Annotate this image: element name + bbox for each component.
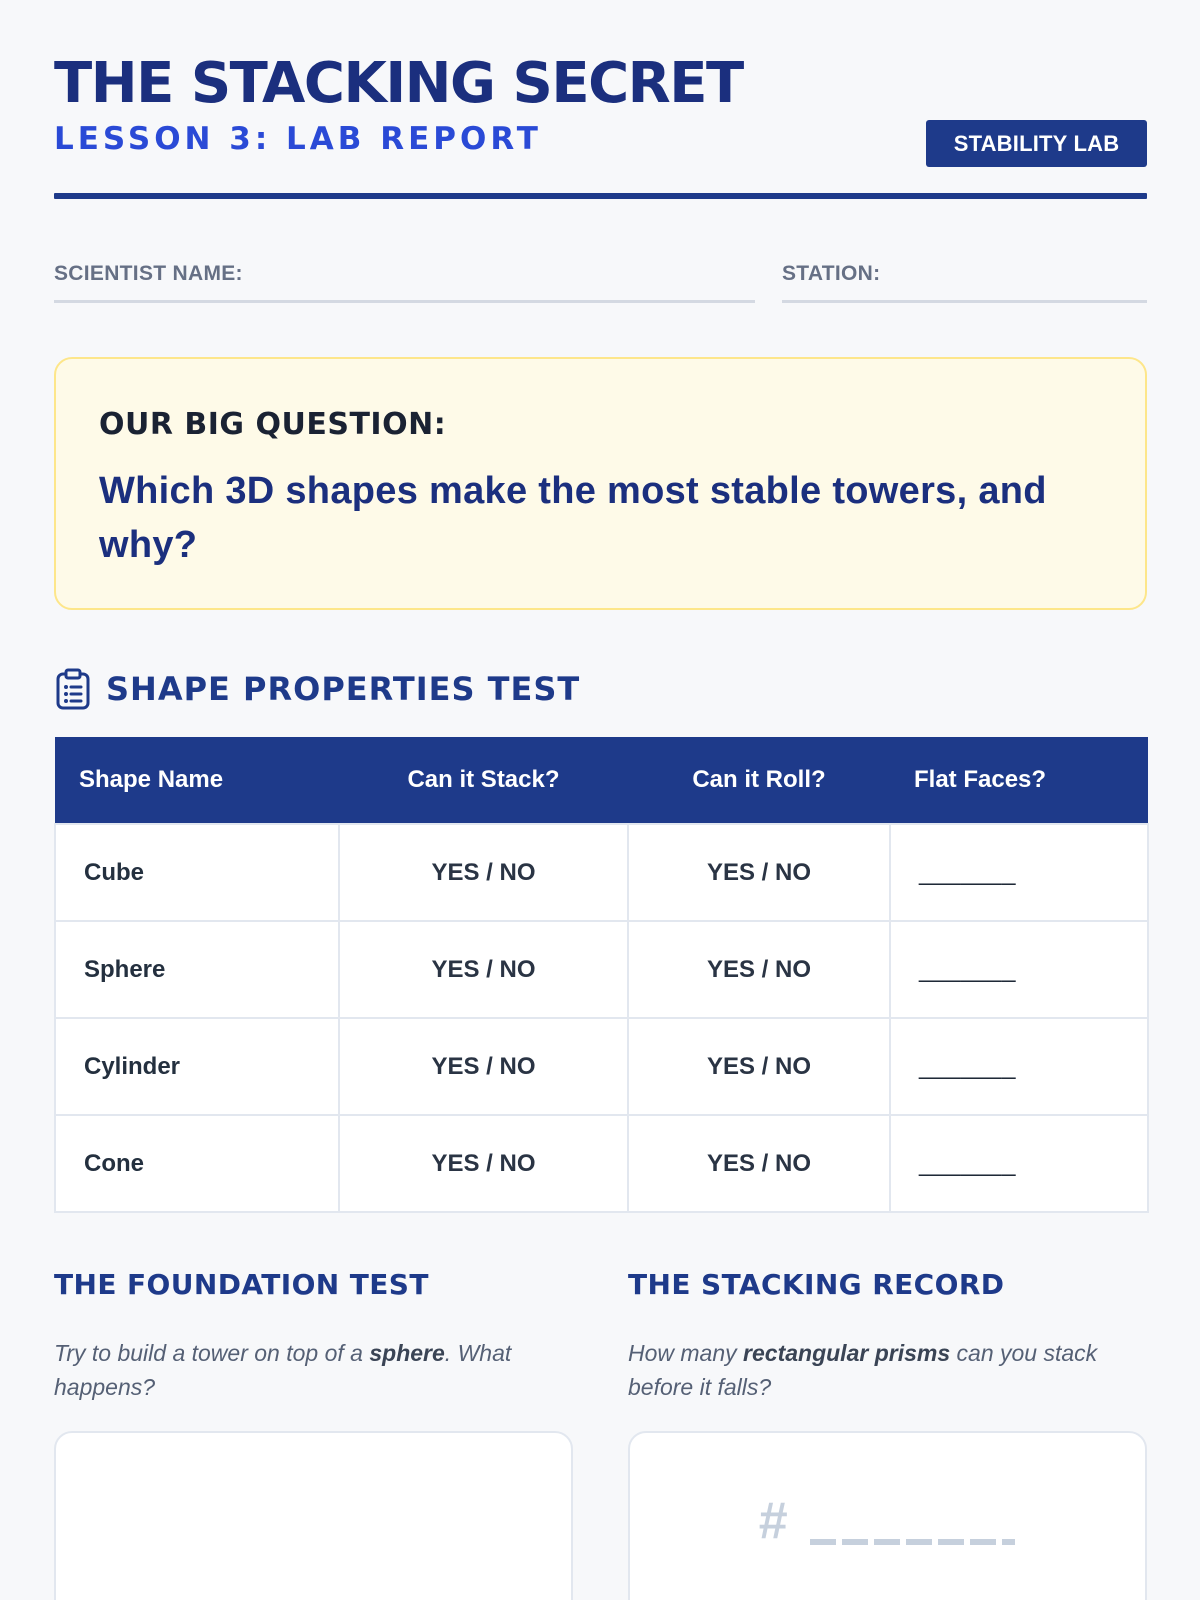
shape-properties-table xyxy=(54,737,1149,1213)
scientist-name-field[interactable] xyxy=(54,300,755,303)
table-row xyxy=(55,1018,1148,1115)
table-row xyxy=(55,921,1148,1018)
hash-icon: # xyxy=(758,1492,787,1550)
column-header-can-roll: Can it Roll? xyxy=(628,737,890,824)
table-row xyxy=(55,1115,1148,1212)
shape-name-cell: Cone xyxy=(55,1115,339,1212)
stability-lab-badge: STABILITY LAB xyxy=(926,120,1147,167)
foundation-answer-box[interactable] xyxy=(54,1431,573,1600)
column-header-shape-name: Shape Name xyxy=(55,737,339,824)
column-header-flat-faces: Flat Faces? xyxy=(890,737,1148,824)
can-stack-cell[interactable]: YES / NO xyxy=(339,1115,628,1212)
shape-properties-heading xyxy=(54,667,580,711)
foundation-test-prompt: Try to build a tower on top of a sphere. What happens? xyxy=(54,1340,512,1400)
shape-properties-title: SHAPE PROPERTIES TEST xyxy=(106,670,581,708)
clipboard-icon xyxy=(54,668,92,710)
page-subtitle: LESSON 3: LAB REPORT xyxy=(54,121,542,157)
can-roll-cell[interactable]: YES / NO xyxy=(628,824,890,921)
can-stack-cell[interactable]: YES / NO xyxy=(339,921,628,1018)
can-stack-cell[interactable]: YES / NO xyxy=(339,1018,628,1115)
count-blank-line[interactable] xyxy=(810,1539,1015,1545)
column-header-can-stack: Can it Stack? xyxy=(339,737,628,824)
flat-faces-cell[interactable]: _______ xyxy=(890,921,1148,1018)
can-roll-cell[interactable]: YES / NO xyxy=(628,1115,890,1212)
scientist-name-label: SCIENTIST NAME: xyxy=(54,262,243,285)
can-roll-cell[interactable]: YES / NO xyxy=(628,921,890,1018)
shape-name-cell: Cube xyxy=(55,824,339,921)
big-question-box xyxy=(54,357,1147,610)
flat-faces-cell[interactable]: _______ xyxy=(890,1115,1148,1212)
big-question-label: OUR BIG QUESTION: xyxy=(99,407,447,442)
can-roll-cell[interactable]: YES / NO xyxy=(628,1018,890,1115)
page-title: THE STACKING SECRET xyxy=(54,51,743,116)
stacking-record-prompt: How many rectangular prisms can you stack before it falls? xyxy=(628,1340,1098,1400)
table-row xyxy=(55,824,1148,921)
header-divider xyxy=(54,193,1147,199)
station-field[interactable] xyxy=(782,300,1147,303)
foundation-test-heading: THE FOUNDATION TEST xyxy=(54,1268,429,1301)
shape-name-cell: Cylinder xyxy=(55,1018,339,1115)
flat-faces-cell[interactable]: _______ xyxy=(890,1018,1148,1115)
shape-name-cell: Sphere xyxy=(55,921,339,1018)
table-header-row xyxy=(55,737,1148,824)
station-label: STATION: xyxy=(782,262,881,285)
can-stack-cell[interactable]: YES / NO xyxy=(339,824,628,921)
stacking-record-heading: THE STACKING RECORD xyxy=(628,1268,1005,1301)
big-question-text: Which 3D shapes make the most stable towers, and why? xyxy=(99,470,1047,566)
stacking-record-answer-box[interactable] xyxy=(628,1431,1147,1600)
flat-faces-cell[interactable]: _______ xyxy=(890,824,1148,921)
